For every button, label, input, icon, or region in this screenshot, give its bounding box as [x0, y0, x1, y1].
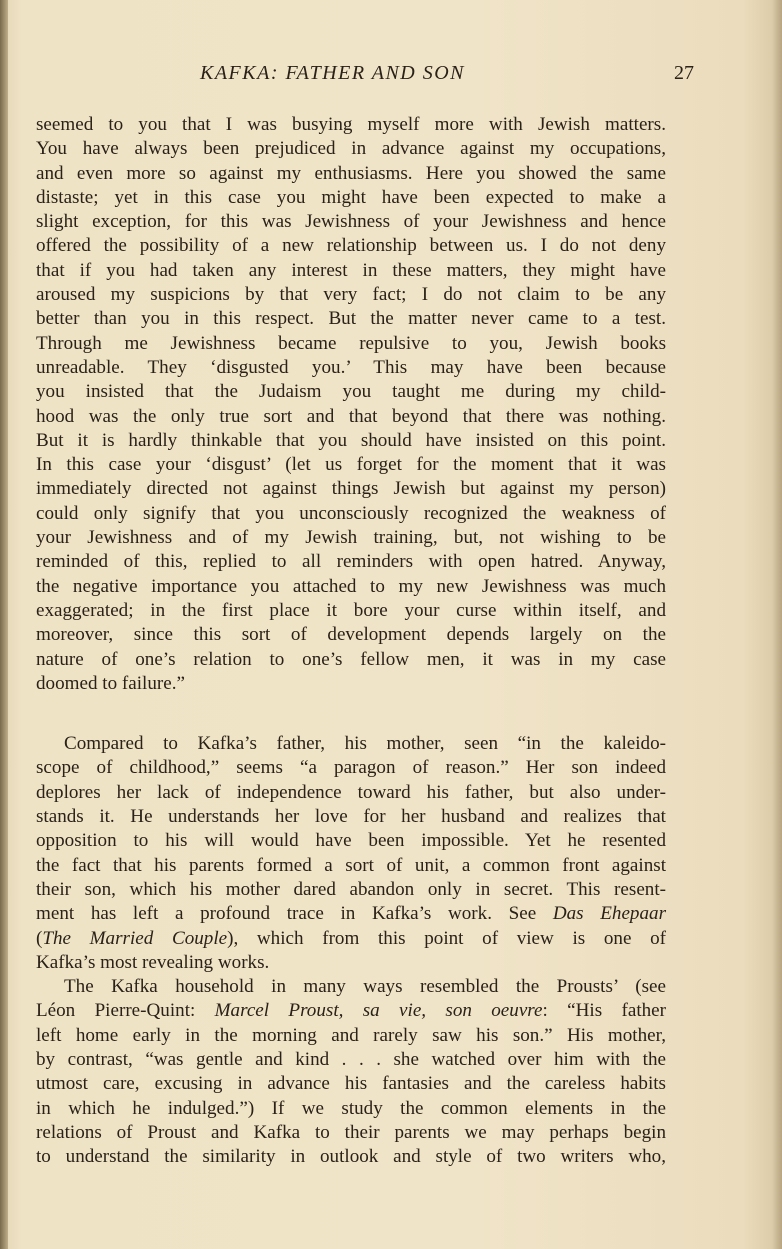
- text-line: left home early in the morning and rarely saw his son.” His mother,: [36, 1024, 666, 1046]
- text-line: by contrast, “was gentle and kind . . . she watched over him with the: [36, 1048, 666, 1070]
- work-title: The Married Couple: [42, 927, 228, 949]
- text-line: utmost care, excusing in advance his fantasies and the careless habits: [36, 1073, 666, 1095]
- page-number: 27: [674, 62, 694, 84]
- text-line: aroused my suspicions by that very fact; I do not claim to be any: [36, 284, 666, 306]
- text-line: could only signify that you unconsciously recognized the weakness of: [36, 502, 666, 524]
- text-line: distaste; yet in this case you might have been expected to make a: [36, 186, 666, 208]
- page-edge-shadow: [772, 0, 782, 1249]
- paragraph-1: [36, 113, 666, 696]
- paragraph-2: [36, 732, 666, 975]
- text-line: Through me Jewishness became repulsive to you, Jewish books: [36, 332, 666, 354]
- text-line: nature of one’s relation to one’s fellow men, it was in my case: [36, 648, 666, 670]
- text-line: in which he indulged.”) If we study the common elements in the: [36, 1097, 666, 1119]
- work-title: Marcel Proust, sa vie, son oeuvre: [214, 1000, 543, 1022]
- text-line: moreover, since this sort of development depends largely on the: [36, 624, 666, 646]
- running-head: [18, 62, 694, 92]
- text-run: (: [36, 927, 43, 949]
- text-line: slight exception, for this was Jewishness of your Jewishness and hence: [36, 211, 666, 233]
- work-title: Das Ehepaar: [552, 903, 667, 925]
- text-line: the fact that his parents formed a sort of unit, a common front against: [36, 854, 666, 876]
- text-line: hood was the only true sort and that beyond that there was nothing.: [36, 405, 666, 427]
- text-line: But it is hardly thinkable that you should have insisted on this point.: [36, 429, 666, 451]
- text-line: deplores her lack of independence toward his father, but also under-: [36, 781, 666, 803]
- text-line: [36, 902, 666, 926]
- text-line: [36, 999, 666, 1023]
- text-line: doomed to failure.”: [36, 672, 185, 694]
- text-line: stands it. He understands her love for her husband and realizes that: [36, 806, 666, 828]
- text-line: [36, 927, 666, 951]
- text-run: ), which from this point of view is one of: [227, 927, 666, 949]
- body-text: [36, 113, 666, 1169]
- text-run: ment has left a profound trace in Kafka’s work. See: [36, 903, 553, 925]
- paragraph-3: [36, 975, 666, 1169]
- text-line: better than you in this respect. But the matter never came to a test.: [36, 308, 666, 330]
- text-line: offered the possibility of a new relationship between us. I do not deny: [36, 235, 666, 257]
- text-line: reminded of this, replied to all reminders with open hatred. Anyway,: [36, 551, 666, 573]
- text-line: Kafka’s most revealing works.: [36, 951, 270, 973]
- text-line: immediately directed not against things Jewish but against my person): [36, 478, 666, 500]
- text-line: the negative importance you attached to my new Jewishness was much: [36, 575, 666, 597]
- text-run: : “His father: [542, 1000, 667, 1022]
- text-line: their son, which his mother dared abandon only in secret. This resent-: [36, 878, 666, 900]
- text-line: relations of Proust and Kafka to their parents we may perhaps begin: [36, 1121, 666, 1143]
- text-line: your Jewishness and of my Jewish training, but, not wishing to be: [36, 527, 666, 549]
- text-line: You have always been prejudiced in advance against my occupations,: [36, 138, 666, 160]
- text-line: exaggerated; in the first place it bore your curse within itself, and: [36, 599, 666, 621]
- running-title: KAFKA: FATHER AND SON: [200, 62, 466, 84]
- text-line: unreadable. They ‘disgusted you.’ This may have been because: [36, 356, 666, 378]
- text-line: The Kafka household in many ways resembled the Prousts’ (see: [64, 976, 666, 998]
- text-line: seemed to you that I was busying myself more with Jewish matters.: [36, 114, 666, 135]
- text-line: that if you had taken any interest in these matters, they might have: [36, 259, 666, 281]
- text-run: Léon Pierre-Quint:: [36, 1000, 215, 1022]
- text-line: opposition to his will would have been impossible. Yet he resented: [36, 830, 666, 852]
- section-gap: [36, 696, 666, 732]
- text-line: and even more so against my enthusiasms. Here you showed the same: [36, 162, 666, 184]
- text-line: scope of childhood,” seems “a paragon of reason.” Her son indeed: [36, 757, 666, 779]
- text-line: In this case your ‘disgust’ (let us forget for the moment that it was: [36, 454, 666, 476]
- text-line: to understand the similarity in outlook and style of two writers who,: [36, 1146, 666, 1168]
- book-page: [18, 0, 766, 1249]
- text-line: you insisted that the Judaism you taught me during my child-: [36, 381, 666, 403]
- book-spine-shadow: [0, 0, 8, 1249]
- text-line: Compared to Kafka’s father, his mother, seen “in the kaleido-: [64, 733, 666, 755]
